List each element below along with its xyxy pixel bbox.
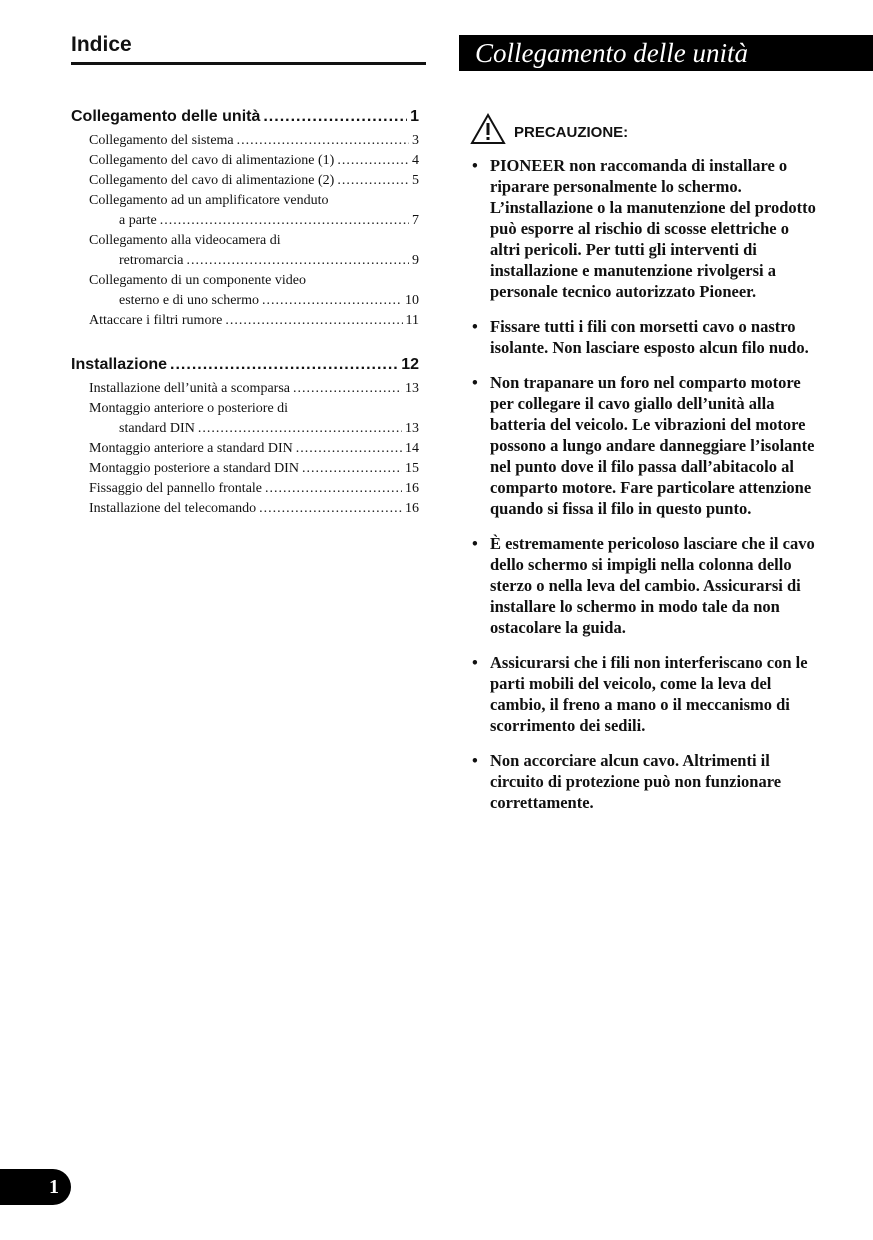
list-item: • Fissare tutti i fili con morsetti cavo o nastro isolante. Non lasciare esposto alcun filo nudo. — [470, 316, 820, 358]
toc-entry[interactable] — [71, 479, 419, 499]
toc-entry-label: Collegamento di un componente video — [89, 273, 306, 288]
toc-entry[interactable] — [71, 499, 419, 519]
toc-entry[interactable] — [71, 399, 419, 439]
toc-entry-label-cont: standard DIN — [119, 421, 195, 436]
toc-entry[interactable] — [71, 379, 419, 399]
toc-entry-page: 16 — [405, 481, 419, 496]
toc-entry[interactable] — [71, 439, 419, 459]
toc-entry-label: Montaggio posteriore a standard DIN — [89, 461, 299, 476]
list-item: • Non trapanare un foro nel comparto motore per collegare il cavo giallo dell’unità alla batteria del veicolo. Le vibrazioni del motore possono a lungo andare danneggiare l’isolante nel punto dove il filo passa dall’abitacolo al comparto motore. Fare particolare attenzione quando si fissa il filo in questo punto. — [470, 372, 820, 519]
leader-dots — [293, 379, 402, 399]
toc-entry[interactable] — [71, 271, 419, 311]
toc-entry-page: 16 — [405, 501, 419, 516]
toc-entry-label: Attaccare i filtri rumore — [89, 313, 223, 328]
section-banner: Collegamento delle unità — [459, 35, 873, 71]
toc-entry-page: 13 — [405, 381, 419, 396]
toc-entry-label-cont: esterno e di uno schermo — [119, 293, 259, 308]
table-of-contents — [71, 105, 426, 519]
toc-entry-label: Montaggio anteriore o posteriore di — [89, 401, 289, 416]
toc-entry-page: 14 — [405, 441, 419, 456]
toc-heading[interactable] — [71, 105, 419, 129]
leader-dots — [302, 459, 402, 479]
toc-heading-page: 12 — [401, 356, 419, 373]
toc-entry-page: 4 — [412, 153, 419, 168]
toc-entry-label: Montaggio anteriore a standard DIN — [89, 441, 293, 456]
toc-entry-page: 11 — [405, 313, 419, 328]
leader-dots — [225, 311, 402, 331]
leader-dots — [198, 419, 402, 439]
leader-dots — [265, 479, 402, 499]
toc-entry[interactable] — [71, 131, 419, 151]
list-item: • PIONEER non raccomanda di installare o riparare personalmente lo schermo. L’installazione o la manutenzione del prodotto può esporre al rischio di scosse elettriche o altri pericoli. Per tutti gli interventi di installazione e manutenzione rivolgersi a personale tecnico autorizzato Pioneer. — [470, 155, 820, 302]
leader-dots — [160, 211, 409, 231]
warning-triangle-icon — [470, 113, 506, 145]
caution-header — [470, 113, 820, 145]
toc-entry-label: Fissaggio del pannello frontale — [89, 481, 263, 496]
caution-label: PRECAUZIONE: — [514, 124, 629, 141]
toc-entry[interactable] — [71, 311, 419, 331]
toc-entry-label: Installazione dell’unità a scomparsa — [89, 381, 290, 396]
toc-entry-label-cont: retromarcia — [119, 253, 184, 268]
toc-group-installation — [71, 353, 426, 519]
list-item: • Assicurarsi che i fili non interferiscano con le parti mobili del veicolo, come la leva del cambio, il freno a mano o il meccanismo di scorrimento dei sedili. — [470, 652, 820, 736]
leader-dots — [296, 439, 402, 459]
toc-entry-page: 13 — [405, 421, 419, 436]
toc-entry-page: 3 — [412, 133, 419, 148]
precaution-list — [470, 155, 820, 813]
toc-entry[interactable] — [71, 171, 419, 191]
toc-entry[interactable] — [71, 459, 419, 479]
toc-entry-label: Installazione del telecomando — [89, 501, 257, 516]
toc-entry-label: Collegamento del cavo di alimentazione (1) — [89, 153, 335, 168]
leader-dots — [237, 131, 409, 151]
leader-dots — [337, 151, 409, 171]
leader-dots — [337, 171, 409, 191]
toc-group-connections — [71, 105, 426, 331]
leader-dots — [263, 105, 407, 129]
toc-entry-page: 15 — [405, 461, 419, 476]
leader-dots — [170, 353, 398, 377]
toc-entry-page: 5 — [412, 173, 419, 188]
list-item: • È estremamente pericoloso lasciare che il cavo dello schermo si impigli nella colonna dello sterzo o nella leva del cambio. Assicurarsi di installare lo schermo in modo tale da non ostacolare la guida. — [470, 533, 820, 638]
list-item: • Non accorciare alcun cavo. Altrimenti il circuito di protezione può non funzionare correttamente. — [470, 750, 820, 813]
toc-entry-label-cont: a parte — [119, 213, 157, 228]
toc-entry[interactable] — [71, 191, 419, 231]
toc-entry-label: Collegamento del sistema — [89, 133, 234, 148]
precautions-column — [470, 113, 820, 827]
index-title: Indice — [71, 30, 426, 65]
page-number-tab — [0, 1169, 71, 1205]
toc-heading[interactable] — [71, 353, 419, 377]
leader-dots — [262, 291, 402, 311]
leader-dots — [187, 251, 409, 271]
toc-entry-page: 9 — [412, 253, 419, 268]
index-column — [71, 30, 426, 541]
page-number: 1 — [49, 1175, 59, 1198]
toc-heading-label: Collegamento delle unità — [71, 108, 261, 125]
toc-heading-label: Installazione — [71, 356, 168, 373]
leader-dots — [259, 499, 402, 519]
toc-entry-label: Collegamento alla videocamera di — [89, 233, 281, 248]
toc-entry-page: 7 — [412, 213, 419, 228]
toc-entry-label: Collegamento del cavo di alimentazione (2) — [89, 173, 335, 188]
toc-entry[interactable] — [71, 231, 419, 271]
toc-entry[interactable] — [71, 151, 419, 171]
toc-entry-label: Collegamento ad un amplificatore venduto — [89, 193, 329, 208]
toc-entry-page: 10 — [405, 293, 419, 308]
toc-heading-page: 1 — [410, 108, 419, 125]
